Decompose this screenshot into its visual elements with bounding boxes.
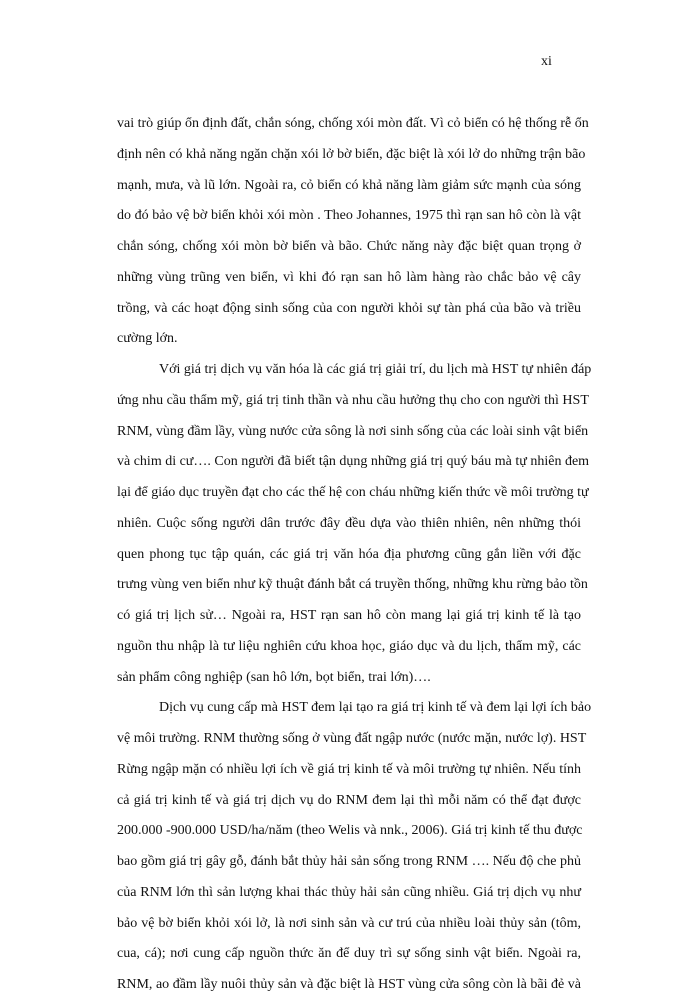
- text-line: định nên có khả năng ngăn chặn xói lở bờ biển, đặc biệt là xói lở do những trận bão: [117, 146, 586, 162]
- body-text: [117, 109, 592, 1001]
- text-line: Dịch vụ cung cấp mà HST đem lại tạo ra giá trị kinh tế và đem lại lợi ích bảo: [159, 700, 592, 716]
- text-line: vệ môi trường. RNM thường sống ở vùng đất ngập nước (nước mặn, nước lợ). HST: [117, 731, 587, 746]
- page-number: xi: [541, 54, 552, 69]
- text-line: và chim di cư…. Con người đã biết tận dụng những giá trị quý báu mà tự nhiên đem: [117, 454, 590, 470]
- text-line: do đó bảo vệ bờ biển khỏi xói mòn . Theo Johannes, 1975 thì rạn san hô còn là vật: [117, 208, 581, 224]
- text-line: 200.000 -900.000 USD/ha/năm (theo Welis và nnk., 2006). Giá trị kinh tế thu được: [117, 823, 583, 839]
- text-line: Rừng ngập mặn có nhiều lợi ích về giá trị kinh tế và môi trường tự nhiên. Nếu tính: [117, 761, 581, 777]
- text-line: RNM, vùng đầm lầy, vùng nước cửa sông là nơi sinh sống của các loài sinh vật biển: [117, 423, 589, 439]
- text-line: RNM, ao đầm lầy nuôi thủy sản và đặc biệt là HST vùng cửa sông còn là bãi đẻ và: [117, 977, 581, 992]
- text-line: cua, cá); nơi cung cấp nguồn thức ăn để duy trì sự sống sinh vật biển. Ngoài ra,: [117, 946, 581, 962]
- text-line: những vùng trũng ven biển, vì khi đó rạn san hô làm hàng rào chắc bảo vệ cây: [117, 269, 581, 285]
- text-line: cả giá trị kinh tế và giá trị dịch vụ do RNM đem lại thì mỗi năm có thể đạt được: [117, 792, 581, 808]
- text-line: lại để giáo dục truyền đạt cho các thế hệ con cháu những kiến thức về môi trường tự: [117, 485, 589, 500]
- text-line: sản phẩm công nghiệp (san hô lớn, bọt biển, trai lớn)….: [117, 669, 431, 685]
- text-line: bảo vệ bờ biển khỏi xói lở, là nơi sinh sản và cư trú của nhiều loài thủy sản (tôm,: [117, 915, 581, 931]
- paragraph: [117, 693, 592, 1001]
- text-line: Với giá trị dịch vụ văn hóa là các giá trị giải trí, du lịch mà HST tự nhiên đáp: [159, 362, 592, 377]
- text-line: quen phong tục tập quán, các giá trị văn hóa địa phương cũng gắn liền với đặc: [117, 546, 581, 562]
- text-line: ứng nhu cầu thẩm mỹ, giá trị tinh thần và nhu cầu hưởng thụ cho con người thì HST: [117, 392, 589, 408]
- text-line: nguồn thu nhập là tư liệu nghiên cứu khoa học, giáo dục và du lịch, thẩm mỹ, các: [117, 638, 581, 654]
- text-line: cường lớn.: [117, 331, 178, 347]
- text-line: trồng, và các hoạt động sinh sống của con người khỏi sự tàn phá của bão và triều: [117, 300, 581, 316]
- paragraph: [117, 109, 589, 355]
- text-line: bao gồm giá trị gây gỗ, đánh bắt thủy hải sản sống trong RNM …. Nếu độ che phủ: [117, 854, 581, 869]
- text-line: mạnh, mưa, và lũ lớn. Ngoài ra, cỏ biển có khả năng làm giảm sức mạnh của sóng: [117, 177, 581, 193]
- text-line: chắn sóng, chống xói mòn bờ biển và bão. Chức năng này đặc biệt quan trọng ở: [117, 239, 581, 254]
- paragraph: [117, 355, 592, 693]
- text-line: có giá trị lịch sử… Ngoài ra, HST rạn san hô còn mang lại giá trị kinh tế là tạo: [117, 608, 581, 623]
- text-line: nhiên. Cuộc sống người dân trước đây đều dựa vào thiên nhiên, nên những thói: [117, 515, 581, 531]
- text-line: của RNM lớn thì sản lượng khai thác thủy hải sản cũng nhiều. Giá trị dịch vụ như: [117, 884, 581, 900]
- text-line: trưng vùng ven biển như kỹ thuật đánh bắt cá truyền thống, những khu rừng bảo tồn: [117, 577, 588, 593]
- text-line: vai trò giúp ổn định đất, chắn sóng, chống xói mòn đất. Vì cỏ biển có hệ thống rễ ổn: [117, 116, 589, 131]
